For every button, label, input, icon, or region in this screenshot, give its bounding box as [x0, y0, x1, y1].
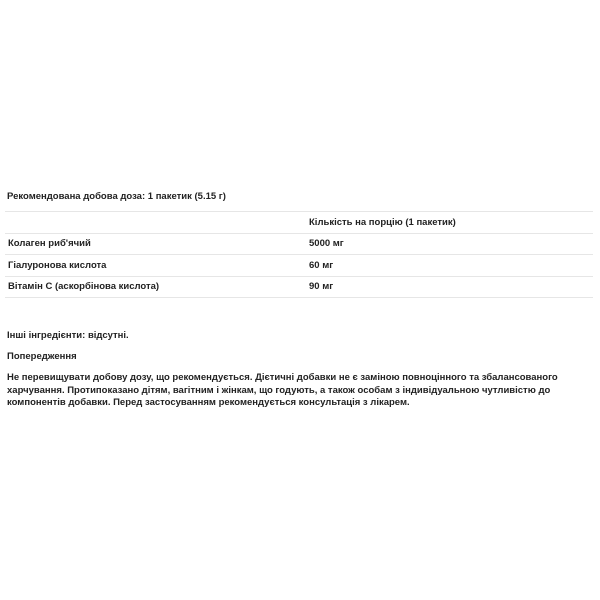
ingredient-amount: 60 мг	[306, 255, 593, 277]
warning-line: компонентів добавки. Перед застосуванням рекомендується консультація з лікарем.	[7, 397, 410, 408]
table-header-cell	[5, 212, 306, 234]
warning-title: Попередження	[7, 351, 77, 362]
ingredient-name: Гіалуронова кислота	[5, 255, 306, 277]
table-row	[5, 276, 593, 298]
ingredient-name: Вітамін C (аскорбінова кислота)	[5, 276, 306, 298]
nutrition-table	[5, 211, 593, 298]
warning-line: харчування. Протипоказано дітям, вагітним і жінкам, що годують, а також особам з індивідуальною чутливістю до	[7, 384, 551, 396]
table-header-row	[5, 212, 593, 234]
warning-text	[7, 372, 587, 410]
ingredient-amount: 5000 мг	[306, 233, 593, 255]
other-ingredients: Інші інгредієнти: відсутні.	[7, 330, 129, 341]
ingredient-amount: 90 мг	[306, 276, 593, 298]
ingredient-name: Колаген риб'ячий	[5, 233, 306, 255]
table-row	[5, 233, 593, 255]
table-row	[5, 255, 593, 277]
recommended-dose: Рекомендована добова доза: 1 пакетик (5.15 г)	[7, 191, 226, 202]
table-header-cell: Кількість на порцію (1 пакетик)	[306, 212, 593, 234]
warning-line: Не перевищувати добову дозу, що рекомендується. Дієтичні добавки не є заміною повноцінного та збалансованого	[7, 372, 558, 383]
